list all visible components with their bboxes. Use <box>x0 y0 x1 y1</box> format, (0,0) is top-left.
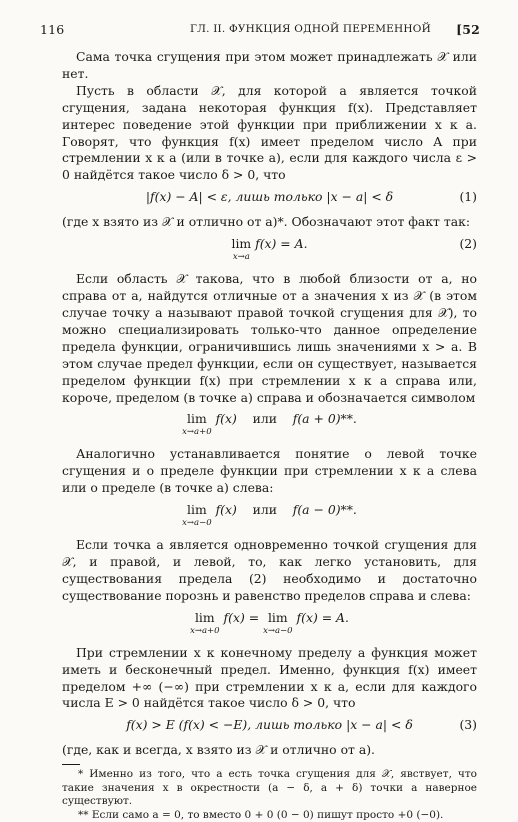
formula-body: f(x) <box>215 411 237 427</box>
formula-2 <box>62 236 477 266</box>
paragraph: Если область 𝒳 такова, что в любой близости от a, но справа от a, найдутся отличные от a значения x из 𝒳 (в этом случае точку a называют правой точкой сгущения для 𝒳), то можно специализировать только-что данное определение предела функции, ограничившись лишь значениями x > a. В этом случае предел функции, если он существует, называется пределом функции f(x) при стремлении x к a справа или, короче, пределом (в точке a) справа и обозначается символом <box>62 271 477 405</box>
running-head: ГЛ. II. ФУНКЦИЯ ОДНОЙ ПЕРЕМЕННОЙ <box>190 23 431 35</box>
limit-subscript: x→a−0 <box>182 518 212 529</box>
formula-body: f(x) <box>215 502 237 518</box>
paragraph: Сама точка сгущения при этом может принадлежать 𝒳 или нет. <box>62 49 477 81</box>
formula-body: f(x) > E (f(x) < −E), лишь только |x − a| < δ <box>126 717 413 733</box>
formula-body: |f(x) − A| < ε, лишь только |x − a| < δ <box>145 189 394 205</box>
section-number: [52 <box>456 22 480 37</box>
limit-operator: lim x→a−0 <box>263 609 293 636</box>
limit-subscript: x→a+0 <box>182 427 212 438</box>
formula-right-limit <box>62 411 477 441</box>
formula-alt: f(a − 0)**. <box>292 502 357 518</box>
page-header <box>40 22 480 40</box>
footnote-rule <box>62 764 80 765</box>
paragraph: (где, как и всегда, x взято из 𝒳 и отлично от a). <box>62 742 375 758</box>
page-number: 116 <box>40 22 65 37</box>
footnote: * Именно из того, что a есть точка сгущения для 𝒳, явствует, что такие значения x в окрестности (a − δ, a + δ) точки a наверное существуют. <box>62 768 477 808</box>
formula-left-limit <box>62 502 477 532</box>
limit-subscript: x→a−0 <box>263 625 293 636</box>
formula-or: или <box>252 502 277 518</box>
limit-operator: lim x→a <box>231 236 252 263</box>
formula-equal-limits <box>62 610 477 640</box>
footnote: ** Если само a = 0, то вместо 0 + 0 (0 − 0) пишут просто +0 (−0). <box>78 808 444 821</box>
formula-number: (1) <box>459 189 477 205</box>
formula-body: f(x) = A. <box>255 236 308 252</box>
formula-1 <box>62 189 477 209</box>
paragraph: При стремлении x к конечному пределу a функция может иметь и бесконечный предел. Именно, функция f(x) имеет пределом +∞ (−∞) при стремлении x к a, если для каждого числа E > 0 найдётся такое число δ > 0, что <box>62 644 477 711</box>
formula-3 <box>62 717 477 737</box>
page-body <box>62 49 477 822</box>
formula-alt: f(a + 0)**. <box>292 411 357 427</box>
paragraph: Аналогично устанавливается понятие о левой точке сгущения и о пределе функции при стремлении x к a слева или о пределе (в точке a) слева: <box>62 446 477 496</box>
paragraph: Если точка a является одновременно точкой сгущения для 𝒳, и правой, и левой, то, как легко установить, для существования предела (2) необходимо и достаточно существование порознь и равенство пределов справа и слева: <box>62 537 477 603</box>
formula-mid: f(x) = <box>223 609 260 625</box>
paragraph: (где x взято из 𝒳 и отлично от a)*. Обозначают этот факт так: <box>62 214 471 230</box>
limit-subscript: x→a <box>232 252 250 263</box>
formula-body: f(x) = A. <box>296 609 349 625</box>
paragraph: Пусть в области 𝒳, для которой a является точкой сгущения, задана некоторая функция f(x). Представляет интерес поведение этой функции при приближении x к a. Говорят, что функция f(x) имеет пределом число A при стремлении x к a (или в точке a), если для каждого числа ε > 0 найдётся такое число δ > 0, что <box>62 82 477 183</box>
limit-subscript: x→a+0 <box>190 625 220 636</box>
limit-operator: lim x→a+0 <box>182 411 212 438</box>
limit-operator: lim x→a−0 <box>182 502 212 529</box>
formula-number: (2) <box>459 236 477 252</box>
formula-number: (3) <box>459 717 477 733</box>
limit-operator: lim x→a+0 <box>190 609 220 636</box>
formula-or: или <box>252 411 277 427</box>
